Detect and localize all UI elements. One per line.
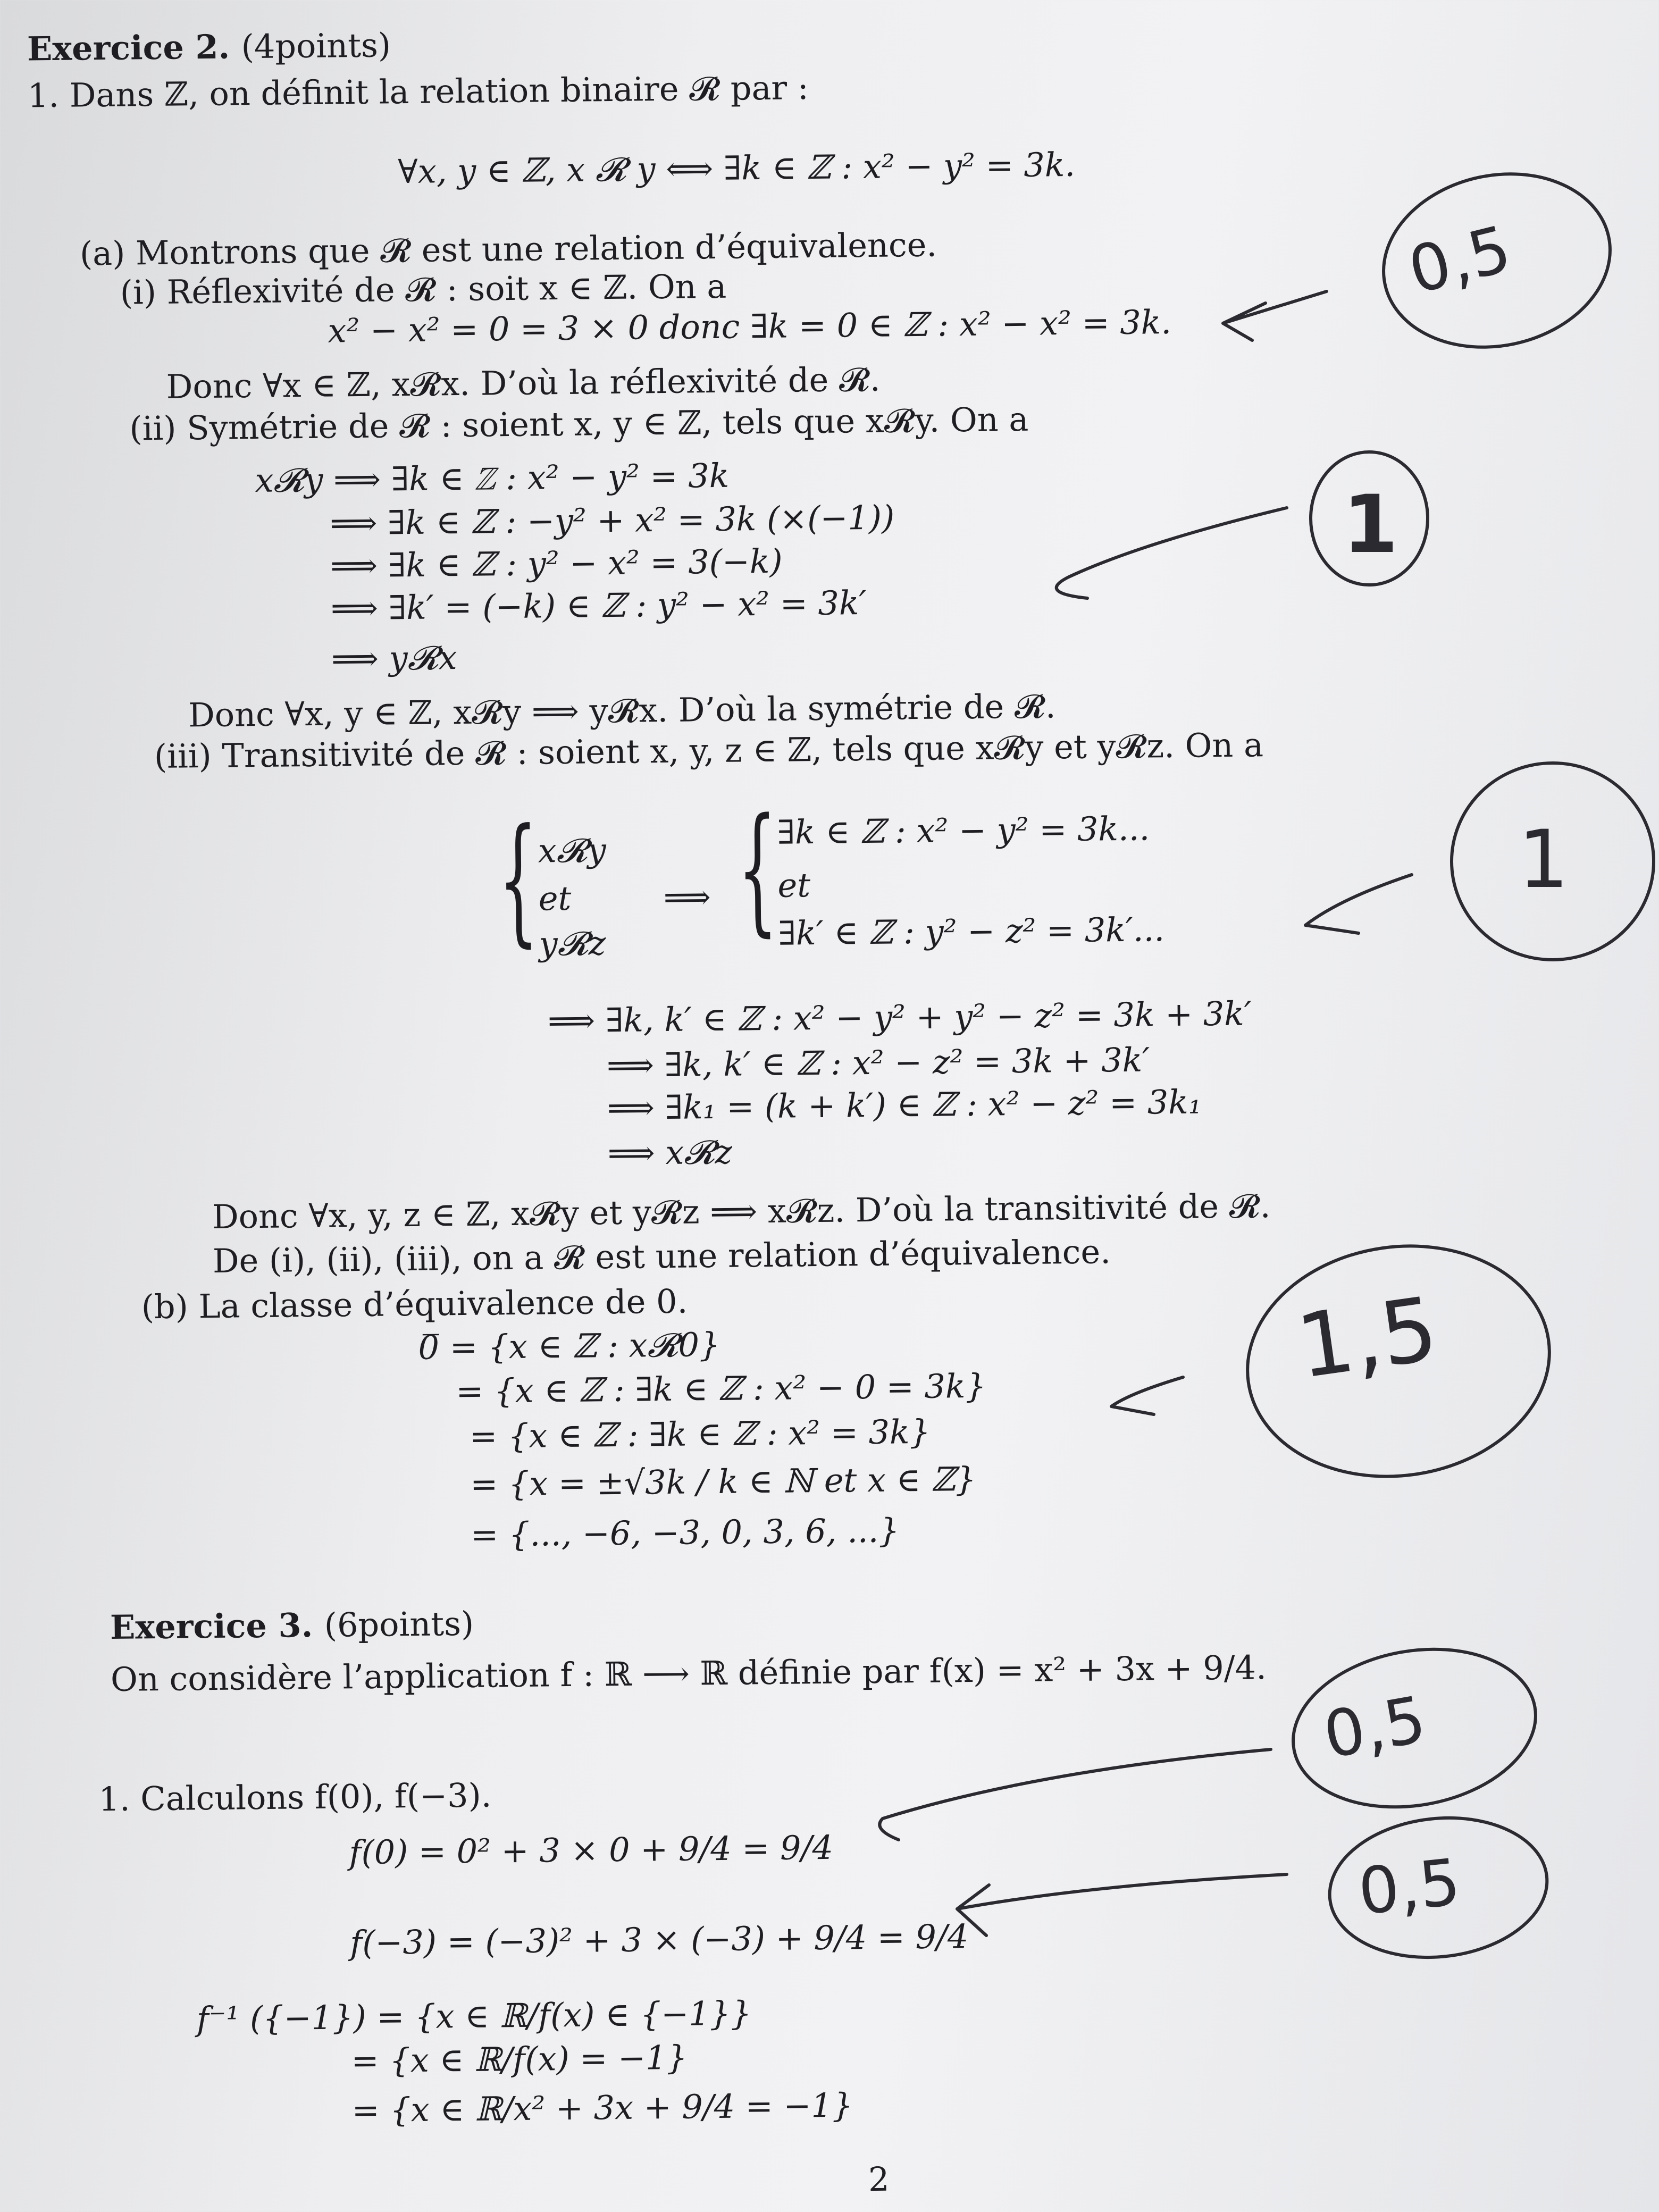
transitivity-title: (iii) Transitivité de 𝓡 : soient x, y, z ∈ ℤ, tels que x𝓡y et y𝓡z. On a [154, 725, 1264, 776]
ex3-intro: On considère l’application f : ℝ ⟶ ℝ définie par f(x) = x² + 3x + 9/4. [110, 1648, 1267, 1699]
f-of-zero: f(0) = 0² + 3 × 0 + 9/4 = 9/4 [349, 1828, 834, 1872]
ex2-part-a-title: (a) Montrons que 𝓡 est une relation d’équivalence. [79, 225, 937, 273]
transitivity-conclusion: Donc ∀x, y, z ∈ ℤ, x𝓡y et y𝓡z ⟹ x𝓡z. D’où la transitivité de 𝓡. [212, 1186, 1271, 1236]
grade-mark-4: 1,5 [1291, 1277, 1444, 1398]
preimage-line-1: f⁻¹ ({−1}) = {x ∈ ℝ/f(x) ∈ {−1}} [196, 1993, 752, 2039]
symmetry-step-2: ⟹ ∃k ∈ ℤ : −y² + x² = 3k (×(−1)) [329, 498, 895, 543]
system-right-line-1: ∃k ∈ ℤ : x² − y² = 3k... [777, 809, 1150, 852]
class-zero-line-5: = {..., −6, −3, 0, 3, 6, ...} [470, 1511, 900, 1554]
symmetry-step-5: ⟹ y𝓡x [331, 638, 457, 678]
system-left-line-1: x𝓡y [538, 831, 607, 870]
system-left-line-2: et [538, 878, 572, 918]
symmetry-title: (ii) Symétrie de 𝓡 : soient x, y ∈ ℤ, tels que x𝓡y. On a [129, 399, 1029, 448]
f-of-minus-three: f(−3) = (−3)² + 3 × (−3) + 9/4 = 9/4 [349, 1917, 969, 1963]
symmetry-step-4: ⟹ ∃k′ = (−k) ∈ ℤ : y² − x² = 3k′ [330, 583, 867, 628]
grade-mark-1: 0,5 [1402, 212, 1518, 309]
equivalence-conclusion: De (i), (ii), (iii), on a 𝓡 est une relation d’équivalence. [212, 1232, 1111, 1280]
system-right-line-3: ∃k′ ∈ ℤ : y² − z² = 3k′... [778, 910, 1165, 953]
transitivity-step-2: ⟹ ∃k, k′ ∈ ℤ : x² − z² = 3k + 3k′ [606, 1040, 1150, 1085]
transitivity-step-1: ⟹ ∃k, k′ ∈ ℤ : x² − y² + y² − z² = 3k + 3k′ [547, 994, 1252, 1041]
class-zero-line-4: = {x = ±√3k / k ∈ ℕ et x ∈ ℤ} [470, 1459, 977, 1504]
ex2-part-b-title: (b) La classe d’équivalence de 0. [141, 1281, 688, 1327]
grade-mark-3: 1 [1518, 814, 1569, 906]
grade-mark-6: 0,5 [1355, 1845, 1464, 1930]
transitivity-step-4: ⟹ x𝓡z [607, 1132, 733, 1173]
ex2-question-1: 1. Dans ℤ, on définit la relation binaire 𝓡 par : [27, 68, 809, 115]
exercise-3-points: (6points) [324, 1604, 474, 1645]
transitivity-step-3: ⟹ ∃k₁ = (k + k′) ∈ ℤ : x² − z² = 3k₁ [607, 1082, 1202, 1128]
preimage-line-2: = {x ∈ ℝ/f(x) = −1} [351, 2038, 688, 2081]
class-zero-line-3: = {x ∈ ℤ : ∃k ∈ ℤ : x² = 3k} [469, 1412, 931, 1456]
symmetry-conclusion: Donc ∀x, y ∈ ℤ, x𝓡y ⟹ y𝓡x. D’où la symétrie de 𝓡. [188, 686, 1056, 735]
left-brace: { [497, 799, 539, 961]
right-brace: { [736, 789, 778, 950]
grade-mark-2: 1 [1343, 479, 1398, 571]
reflexivity-conclusion: Donc ∀x ∈ ℤ, x𝓡x. D’où la réflexivité de 𝓡. [166, 359, 881, 406]
page-number: 2 [868, 2159, 890, 2199]
ex2-relation-definition: ∀x, y ∈ ℤ, x 𝓡 y ⟺ ∃k ∈ ℤ : x² − y² = 3k. [398, 145, 1076, 191]
reflexivity-line-1: x² − x² = 0 = 3 × 0 donc ∃k = 0 ∈ ℤ : x² − x² = 3k. [328, 302, 1172, 350]
class-zero-line-2: = {x ∈ ℤ : ∃k ∈ ℤ : x² − 0 = 3k} [456, 1366, 987, 1411]
symmetry-step-3: ⟹ ∃k ∈ ℤ : y² − x² = 3(−k) [330, 541, 783, 585]
ex3-question-1: 1. Calculons f(0), f(−3). [98, 1775, 492, 1819]
exercise-2-title: Exercice 2. (4points) [27, 26, 391, 69]
exercise-3-title: Exercice 3. (6points) [110, 1604, 474, 1647]
grade-mark-5: 0,5 [1318, 1682, 1431, 1773]
system-right-line-2: et [777, 866, 811, 905]
exercise-2-points: (4points) [241, 26, 391, 66]
system-implies: ⟹ [663, 877, 711, 917]
symmetry-step-1: x𝓡y ⟹ ∃k ∈ ℤ : x² − y² = 3k [255, 456, 730, 500]
class-zero-line-1: 0̅ = {x ∈ ℤ : x𝓡0} [418, 1325, 720, 1367]
system-left-line-3: y𝓡z [539, 924, 606, 963]
reflexivity-title: (i) Réflexivité de 𝓡 : soit x ∈ ℤ. On a [120, 266, 727, 312]
preimage-line-3: = {x ∈ ℝ/x² + 3x + 9/4 = −1} [351, 2085, 853, 2130]
